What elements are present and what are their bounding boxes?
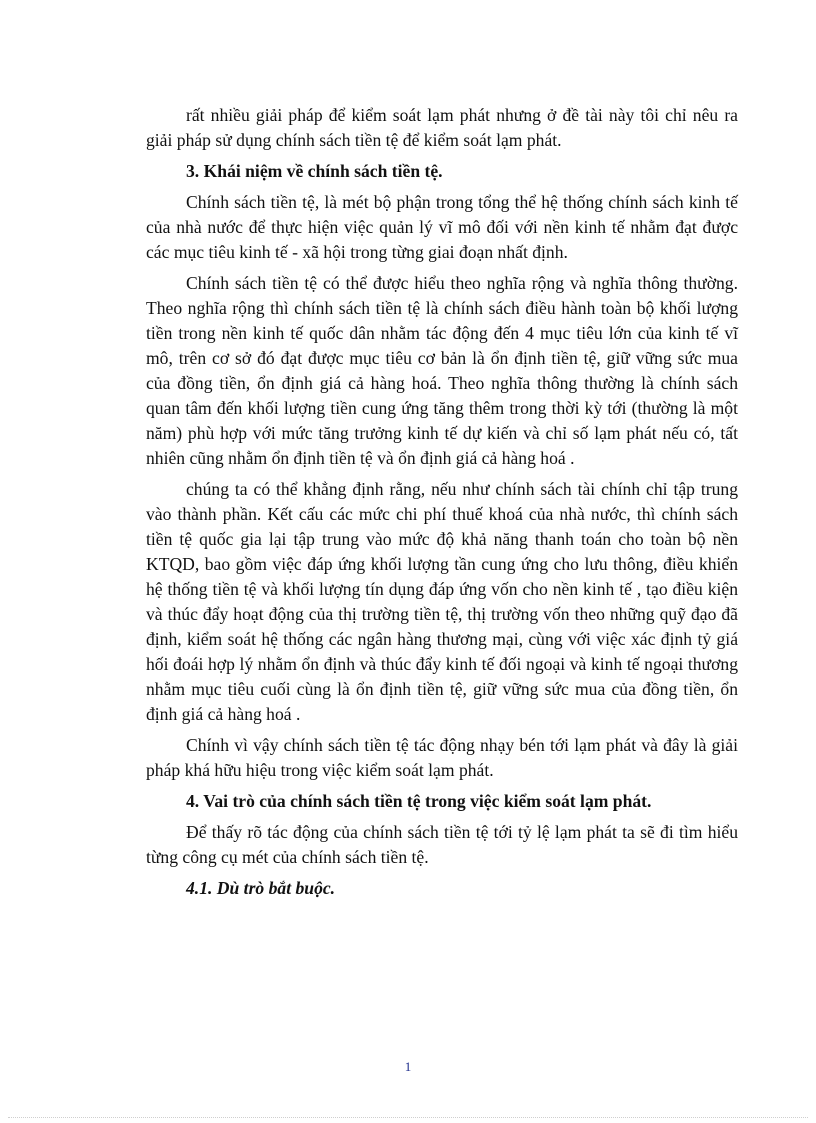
document-body — [146, 103, 738, 901]
paragraph-comparison: chúng ta có thể khẳng định rằng, nếu như chính sách tài chính chỉ tập trung vào thành phần. Kết cấu các mức chi phí thuế khoá của nhà nước, thì chính sách tiền tệ quốc gia lại tập trung vào mức độ khả năng thanh toán cho toàn bộ nền KTQD, bao gồm việc đáp ứng khối lượng tần cung ứng cho lưu thông, điều khiển hệ thống tiền tệ và khối lượng tín dụng đáp ứng vốn cho nền kinh tế , tạo điều kiện và thúc đẩy hoạt động của thị trường tiền tệ, thị trường vốn theo những quỹ đạo đã định, kiểm soát hệ thống các ngân hàng thương mại, cùng với việc xác định tỷ giá hối đoái hợp lý nhằm ổn định và thúc đẩy kinh tế đối ngoại và kinh tế ngoại thương nhằm mục tiêu cuối cùng là ổn định tiền tệ, giữ vững sức mua của đồng tiền, ổn định giá cả hàng hoá . — [146, 479, 738, 724]
subsection-heading-4-1: 4.1. Dù trò bắt buộc. — [186, 878, 336, 898]
paragraph-definition: Chính sách tiền tệ, là mét bộ phận trong tổng thể hệ thống chính sách kinh tế của nhà nước để thực hiện việc quản lý vĩ mô đối với nền kinh tế nhằm đạt được các mục tiêu kinh tế - xã hội trong từng giai đoạn nhất định. — [146, 192, 738, 262]
section-heading-4: 4. Vai trò của chính sách tiền tệ trong việc kiểm soát lạm phát. — [186, 791, 652, 811]
page-bottom-divider — [8, 1117, 808, 1118]
paragraph-tools-intro: Để thấy rõ tác động của chính sách tiền tệ tới tỷ lệ lạm phát ta sẽ đi tìm hiểu từng công cụ mét của chính sách tiền tệ. — [146, 822, 738, 867]
paragraph-intro-continuation: rất nhiều giải pháp để kiểm soát lạm phát nhưng ở đề tài này tôi chỉ nêu ra giải pháp sử dụng chính sách tiền tệ để kiểm soát lạm phát. — [146, 105, 738, 150]
page-number: 1 — [404, 1059, 412, 1074]
section-heading-3: 3. Khái niệm về chính sách tiền tệ. — [186, 161, 443, 181]
paragraph-conclusion: Chính vì vậy chính sách tiền tệ tác động nhạy bén tới lạm phát và đây là giải pháp khá hữu hiệu trong việc kiểm soát lạm phát. — [146, 735, 738, 780]
paragraph-broad-narrow-meaning: Chính sách tiền tệ có thể được hiểu theo nghĩa rộng và nghĩa thông thường. Theo nghĩa rộng thì chính sách tiền tệ là chính sách điều hành toàn bộ khối lượng tiền trong nền kinh tế quốc dân nhằm tác động đến 4 mục tiêu lớn của kinh tế vĩ mô, trên cơ sở đó đạt được mục tiêu cơ bản là ổn định tiền tệ, giữ vững sức mua của đồng tiền, ổn định giá cả hàng hoá. Theo nghĩa thông thường là chính sách quan tâm đến khối lượng tiền cung ứng tăng thêm trong thời kỳ tới (thường là một năm) phù hợp với mức tăng trưởng kinh tế dự kiến và chỉ số lạm phát nếu có, tất nhiên cũng nhằm ổn định tiền tệ và ổn định giá cả hàng hoá . — [146, 273, 738, 468]
